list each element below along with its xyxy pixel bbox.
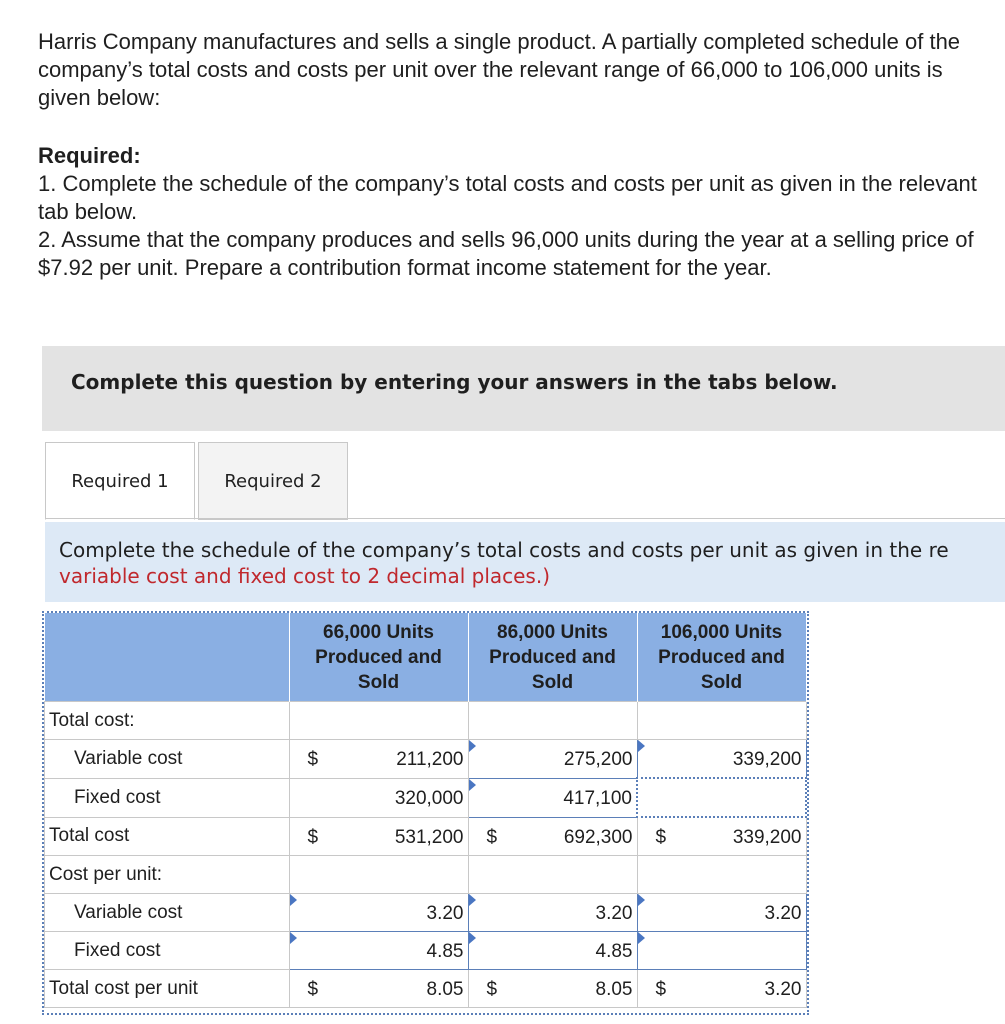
currency-sign: $ — [307, 749, 319, 771]
problem-intro — [38, 28, 988, 112]
currency-sign: $ — [486, 826, 498, 848]
header-blank — [45, 613, 290, 702]
required-heading: Required: — [38, 143, 141, 168]
table-header-row — [45, 613, 807, 702]
total-cost-section-label: Total cost: — [45, 702, 290, 740]
header-86000: 86,000 Units Produced and Sold — [468, 613, 637, 702]
variable-cost-66000: 211,200 — [396, 749, 464, 771]
unit-total-106000: 3.20 — [764, 979, 802, 1000]
total-cost-66000: 531,200 — [394, 826, 464, 848]
currency-sign: $ — [307, 826, 319, 848]
input-flag-icon — [469, 894, 476, 906]
instruction-bar — [42, 346, 1005, 431]
unit-total-86000: 8.05 — [595, 979, 633, 1000]
tab-required-2[interactable]: Required 2 — [198, 442, 348, 520]
currency-sign: $ — [655, 827, 667, 848]
input-flag-icon — [469, 779, 476, 791]
variable-cost-86000-input[interactable]: 275,200 — [563, 749, 633, 771]
unit-variable-66000-input[interactable]: 3.20 — [426, 903, 464, 924]
input-flag-icon — [290, 932, 297, 944]
unit-total-cost-label: Total cost per unit — [45, 970, 290, 1008]
tab-bar — [45, 442, 1005, 519]
unit-variable-cost-label: Variable cost — [45, 894, 290, 932]
unit-fixed-66000-input[interactable]: 4.85 — [426, 941, 464, 962]
table-row — [45, 778, 807, 817]
cost-per-unit-section-label: Cost per unit: — [45, 856, 290, 894]
fixed-cost-label: Fixed cost — [45, 778, 290, 817]
table-row — [45, 894, 807, 932]
total-cost-label: Total cost — [45, 817, 290, 856]
header-66000: 66,000 Units Produced and Sold — [289, 613, 468, 702]
unit-total-66000: 8.05 — [426, 979, 464, 1000]
required-block — [38, 142, 988, 282]
tab-instruction-line2: variable cost and fixed cost to 2 decimal places.) — [59, 564, 551, 588]
total-cost-106000: 339,200 — [732, 827, 802, 848]
table-row — [45, 932, 807, 970]
unit-fixed-86000-input[interactable]: 4.85 — [595, 941, 633, 962]
cost-schedule-table — [42, 611, 809, 1015]
total-cost-86000: 692,300 — [563, 826, 633, 848]
input-flag-icon — [638, 894, 645, 906]
tab-divider — [45, 518, 1005, 519]
input-flag-icon — [469, 932, 476, 944]
required-1-text: 1. Complete the schedule of the company’s total costs and costs per unit as given in the relevant tab below. — [38, 171, 977, 224]
fixed-cost-66000: 320,000 — [394, 788, 464, 809]
instruction-text: Complete this question by entering your answers in the tabs below. — [71, 370, 838, 394]
input-flag-icon — [638, 932, 645, 944]
unit-fixed-cost-label: Fixed cost — [45, 932, 290, 970]
table-row — [45, 702, 807, 740]
table-row — [45, 970, 807, 1008]
input-flag-icon — [638, 740, 645, 752]
required-2-text: 2. Assume that the company produces and sells 96,000 units during the year at a selling price of $7.92 per unit. Prepare a contribution format income statement for the year. — [38, 227, 974, 280]
table-row — [45, 740, 807, 779]
unit-variable-106000-input[interactable]: 3.20 — [764, 903, 802, 924]
fixed-cost-86000-input[interactable]: 417,100 — [563, 788, 632, 809]
currency-sign: $ — [655, 979, 667, 1000]
currency-sign: $ — [486, 979, 498, 1000]
tab-instruction-line1: Complete the schedule of the company’s total costs and costs per unit as given in the re — [59, 538, 949, 562]
problem-intro-text: Harris Company manufactures and sells a single product. A partially completed schedule of the company’s total costs and costs per unit over the relevant range of 66,000 to 106,000 units is given below: — [38, 29, 961, 110]
currency-sign: $ — [307, 979, 319, 1000]
variable-cost-label: Variable cost — [45, 740, 290, 779]
tab-required-1[interactable]: Required 1 — [45, 442, 195, 520]
input-flag-icon — [469, 740, 476, 752]
table-row — [45, 817, 807, 856]
tab-instructions — [45, 522, 1005, 602]
variable-cost-106000-input[interactable]: 339,200 — [732, 749, 802, 770]
input-flag-icon — [290, 894, 297, 906]
table-row — [45, 856, 807, 894]
unit-variable-86000-input[interactable]: 3.20 — [595, 903, 633, 924]
header-106000: 106,000 Units Produced and Sold — [637, 613, 806, 702]
